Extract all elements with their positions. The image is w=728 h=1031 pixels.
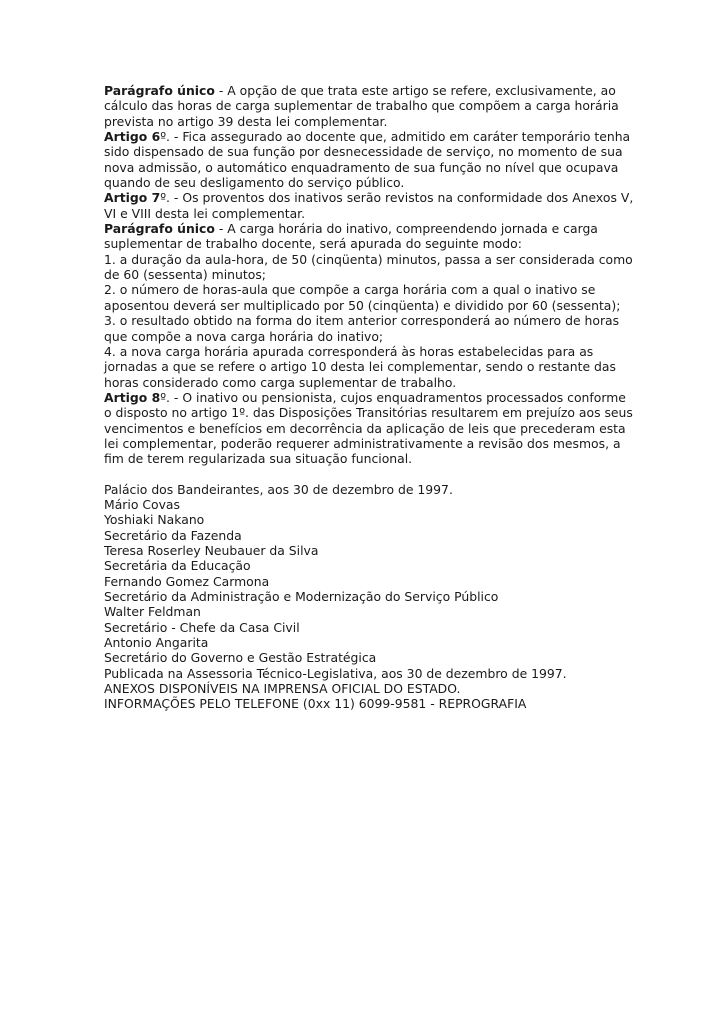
article-text: º. - O inativo ou pensionista, cujos enquadramentos processados conforme o disposto no artigo 1º. das Disposições Transitórias resultarem em prejuízo aos seus vencimentos e benefícios em decorrência da aplicação de leis que precederam esta lei complementar, poderão requerer administrativamente a revisão dos mesmos, a fim de terem regularizada sua situação funcional. bbox=[104, 389, 633, 467]
signature-line: Secretário - Chefe da Casa Civil bbox=[104, 619, 300, 635]
paragrafo-unico-2 bbox=[104, 221, 634, 252]
article-text: º. - Fica assegurado ao docente que, admitido em caráter temporário tenha sido dispensado de sua função por desnecessidade de serviço, no momento de sua nova admissão, o automático enquadramento de sua função no nível que ocupava quando de seu desligamento do serviço público. bbox=[104, 129, 631, 191]
list-item-2 bbox=[104, 282, 634, 313]
artigo-6 bbox=[104, 129, 634, 190]
signature-block bbox=[104, 482, 634, 712]
artigo-7 bbox=[104, 190, 634, 221]
paragraph-heading: Parágrafo único bbox=[104, 83, 215, 98]
article-heading: Artigo 8 bbox=[104, 389, 161, 405]
paragraph-text: - A carga horária do inativo, compreendendo jornada e carga suplementar de trabalho docente, será apurada do seguinte modo: bbox=[104, 221, 598, 252]
document-page bbox=[104, 83, 634, 712]
signature-line: Secretário da Fazenda bbox=[104, 527, 242, 543]
artigo-8 bbox=[104, 390, 634, 467]
phone-notice: INFORMAÇÕES PELO TELEFONE (0xx 11) 6099-9581 - REPROGRAFIA bbox=[104, 696, 527, 712]
article-text: º. - Os proventos dos inativos serão revistos na conformidade dos Anexos V, VI e VIII desta lei complementar. bbox=[104, 190, 634, 221]
signature-line: Secretária da Educação bbox=[104, 558, 251, 574]
paragrafo-unico-1 bbox=[104, 83, 634, 129]
signature-line: Walter Feldman bbox=[104, 604, 201, 620]
list-item-text: 3. o resultado obtido na forma do item anterior corresponderá ao número de horas que compõe a nova carga horária do inativo; bbox=[104, 313, 620, 344]
signature-line: Antonio Angarita bbox=[104, 635, 209, 651]
list-item-text: 4. a nova carga horária apurada corresponderá às horas estabelecidas para as jornadas a que se refere o artigo 10 desta lei complementar, sendo o restante das horas considerado como carga suplementar de trabalho. bbox=[104, 343, 616, 390]
article-heading: Artigo 6 bbox=[104, 129, 161, 145]
date-line: Palácio dos Bandeirantes, aos 30 de dezembro de 1997. bbox=[104, 481, 453, 497]
list-item-4 bbox=[104, 344, 634, 390]
list-item-text: 2. o número de horas-aula que compõe a carga horária com a qual o inativo se aposentou deverá ser multiplicado por 50 (cinqüenta) e dividido por 60 (sessenta); bbox=[104, 282, 621, 313]
signature-line: Teresa Roserley Neubauer da Silva bbox=[104, 542, 319, 558]
article-heading: Artigo 7 bbox=[104, 190, 161, 206]
signature-line: Mário Covas bbox=[104, 496, 180, 512]
signature-line: Secretário da Administração e Modernização do Serviço Público bbox=[104, 589, 499, 604]
list-item-3 bbox=[104, 313, 634, 344]
publication-line: Publicada na Assessoria Técnico-Legislativa, aos 30 de dezembro de 1997. bbox=[104, 665, 567, 681]
list-item-text: 1. a duração da aula-hora, de 50 (cinqüenta) minutos, passa a ser considerada como de 60 (sessenta) minutos; bbox=[104, 251, 633, 283]
list-item-1 bbox=[104, 252, 634, 283]
signature-line: Yoshiaki Nakano bbox=[104, 512, 205, 528]
paragraph-text: - A opção de que trata este artigo se refere, exclusivamente, ao cálculo das horas de carga suplementar de trabalho que compõem a carga horária prevista no artigo 39 desta lei complementar. bbox=[104, 83, 619, 129]
signature-line: Secretário do Governo e Gestão Estratégica bbox=[104, 650, 377, 666]
section-gap bbox=[104, 467, 634, 482]
annexes-notice: ANEXOS DISPONÍVEIS NA IMPRENSA OFICIAL DO ESTADO. bbox=[104, 681, 461, 697]
law-text-body bbox=[104, 83, 634, 467]
paragraph-heading: Parágrafo único bbox=[104, 221, 215, 237]
signature-line: Fernando Gomez Carmona bbox=[104, 573, 270, 589]
